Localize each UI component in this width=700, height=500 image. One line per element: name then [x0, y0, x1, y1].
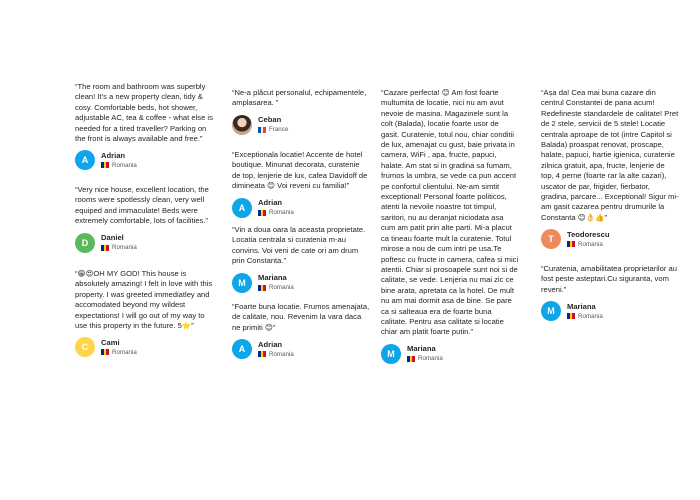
reviewer-country — [258, 208, 294, 217]
reviewer — [232, 273, 370, 293]
romania-flag-icon — [258, 351, 266, 357]
reviewer-country — [258, 283, 294, 292]
review-text: “Exceptionala locatie! Accente de hotel boutique. Minunat decorata, curatenie de top, lenjerie de lux, cafea Davidoff de dimineata 😊 Voi reveni cu familia!” — [232, 150, 368, 191]
review-text: “Foarte buna locatie. Frumos amenajata, de calitate, nou. Revenim la vara daca ne primiti 😊” — [232, 302, 370, 332]
review-text: “The room and bathroom was superbly clean! It’s a new property clean, tidy & cosy. Comfortable beds, hot shower, adjustable AC, tea & coffee - what else is needed for a tired traveller? Parking on the front is always available and free.” — [75, 82, 213, 144]
country-label: Romania — [269, 350, 294, 358]
country-label: Romania — [112, 348, 137, 356]
romania-flag-icon — [567, 313, 575, 319]
reviewer-name: Adrian — [101, 150, 126, 160]
review-card — [541, 264, 679, 321]
romania-flag-icon — [101, 349, 109, 355]
reviewer-name: Daniel — [101, 233, 124, 243]
reviewer — [541, 301, 679, 321]
country-label: Romania — [112, 161, 137, 169]
reviewer-name: Ceban — [258, 115, 282, 125]
avatar: M — [381, 344, 401, 364]
reviewer-name: Adrian — [258, 198, 283, 208]
romania-flag-icon — [258, 285, 266, 291]
reviewer — [75, 337, 213, 357]
review-card — [75, 185, 213, 253]
reviewer — [381, 344, 519, 364]
reviewer-name: Mariana — [258, 273, 287, 283]
reviewer-country — [258, 350, 294, 359]
country-label: Romania — [578, 240, 603, 248]
country-label: Romania — [112, 244, 137, 252]
romania-flag-icon — [101, 162, 109, 168]
review-text: “Cazare perfecta! 😊 Am fost foarte multumita de locatie, nici nu am avut nevoie de masina. Magazinele sunt la colt (Balada), locatie foarte usor de gasit. Curatenie, totul nou, chiar conditii de lux, amenajat cu gust, baie privata in camera, WiFi , apa, fructe, papuci, halate. Am stat si in gradina sa fumam, frumos la umbra, se vede ca pun accent pe confortul clientului. Ne-am simtit exceptional! Personal foarte politicos, atenti la nevoile noastre tot timpul, saritori, nu au deranjat niciodata asa cum am patit prin alte parti. Mi-a placut ca tineau foarte mult la curatenie. Totul mirose a nou de cum intri pe usa.Te poftesc cu fructe in camera, cafea si mici atentii. Chiar si prosoapele sunt noi si de calitate, se vede. Lenjeria nu mai zic ce bine arata, apretata ca la hotel. De mult nu am mai dormit asa de bine. Se pare ca si salteaua era de foarte buna calitate. Pentru asa calitate si locatie chiar am platit foarte putin.” — [381, 88, 519, 337]
review-text: “Ne-a plăcut personalul, echipamentele, amplasarea. ” — [232, 88, 367, 108]
romania-flag-icon — [258, 210, 266, 216]
avatar: A — [232, 198, 252, 218]
review-text: “Very nice house, excellent location, the rooms were spotlessly clean, very well equiped and immaculate! Beds were extremely comfortable, lots of facilities.” — [75, 185, 209, 226]
reviewer — [232, 115, 370, 135]
reviewer-name: Mariana — [567, 301, 596, 311]
reviewer-country — [567, 240, 609, 249]
country-label: Romania — [269, 284, 294, 292]
review-card — [75, 82, 213, 170]
review-text: “😁😍OH MY GOD! This house is absolutely amazing! I felt in love with this property. I was greeted immediatley and accomodated beyond my wildest expectations! I will go out of my way to use this property in the future. 5⭐” — [75, 269, 213, 331]
reviewer-country — [101, 161, 137, 170]
review-card — [75, 269, 213, 357]
reviewer-country — [258, 125, 288, 134]
review-card — [381, 88, 519, 364]
country-label: France — [269, 126, 289, 134]
france-flag-icon — [258, 127, 266, 133]
review-text: “Curatenia, amabilitatea proprietarilor au fost peste asteptari.Cu siguranta, vom reveni.” — [541, 264, 677, 294]
avatar: D — [75, 233, 95, 253]
country-label: Romania — [269, 209, 294, 217]
avatar: M — [541, 301, 561, 321]
review-text: “Așa da! Cea mai buna cazare din centrul Constantei de pana acum! Redefineste standardele de calitate! Pret de 2 stele, servicii de 5 stele! Locatie centrala aproape de tot (intre Capitol si Balada) proaspat renovat, proscape, halate, papuci, hartie igienica, curatenie zilnica gratuit, apa, fructe, lenjerie de top, 4 perne (foarte rar la alte cazari), uscator de par, frigider, fierbator, gradina, parcare... Exceptional! Sigur mi-am gasit cazarea pentru drumurile la Constanta 😊👌👍” — [541, 88, 679, 222]
review-card — [232, 225, 370, 293]
avatar: A — [232, 339, 252, 359]
reviewer — [232, 198, 370, 218]
review-card — [541, 88, 679, 249]
reviewer-name: Cami — [101, 337, 120, 347]
review-card — [232, 302, 370, 359]
romania-flag-icon — [101, 245, 109, 251]
reviewer-name: Teodorescu — [567, 229, 610, 239]
reviewer — [75, 233, 213, 253]
avatar: M — [232, 273, 252, 293]
romania-flag-icon — [567, 241, 575, 247]
avatar: C — [75, 337, 95, 357]
reviewer — [232, 339, 370, 359]
reviewer-name: Mariana — [407, 344, 436, 354]
review-card — [232, 150, 370, 218]
reviewer-country — [101, 243, 137, 252]
romania-flag-icon — [407, 356, 415, 362]
reviewer — [541, 229, 679, 249]
review-text: “Vin a doua oara la aceasta proprietate. Locatia centrala si curatenia m-au convins. Voi veni de cate ori am drum prin Constanta.” — [232, 225, 366, 266]
reviewer-name: Adrian — [258, 339, 283, 349]
avatar: A — [75, 150, 95, 170]
reviewer-country — [101, 348, 137, 357]
avatar — [232, 115, 252, 135]
avatar: T — [541, 229, 561, 249]
reviewer-country — [407, 354, 443, 363]
review-card — [232, 88, 370, 135]
reviewer — [75, 150, 213, 170]
country-label: Romania — [578, 312, 603, 320]
reviewer-country — [567, 312, 603, 321]
country-label: Romania — [418, 355, 443, 363]
